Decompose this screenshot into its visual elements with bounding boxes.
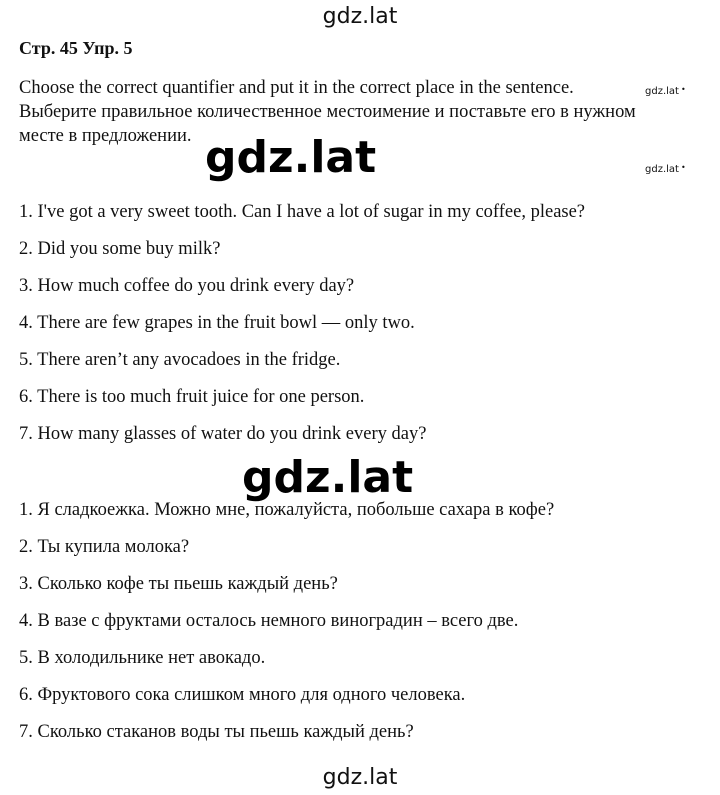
list-item: 3. How much coffee do you drink every day?	[19, 276, 355, 296]
watermark-top: gdz.lat	[322, 4, 398, 29]
instruction-russian-line2: месте в предложении.	[19, 126, 192, 146]
answers-russian-list	[19, 498, 554, 757]
watermark-small-1: gdz.lat •	[645, 85, 686, 97]
list-item: 3. Сколько кофе ты пьешь каждый день?	[19, 574, 338, 594]
list-item: 1. I've got a very sweet tooth. Can I have a lot of sugar in my coffee, please?	[19, 202, 586, 222]
list-item: 6. Фруктового сока слишком много для одного человека.	[19, 685, 466, 705]
answers-english-list	[19, 200, 585, 459]
page-heading: Стр. 45 Упр. 5	[19, 38, 133, 58]
list-item: 1. Я сладкоежка. Можно мне, пожалуйста, побольше сахара в кофе?	[19, 500, 555, 520]
list-item: 7. How many glasses of water do you drink every day?	[19, 424, 427, 444]
watermark-big-2: gdz.lat	[242, 452, 414, 503]
list-item: 5. В холодильнике нет авокадо.	[19, 648, 266, 668]
watermark-small-2: gdz.lat •	[645, 163, 686, 175]
list-item: 4. В вазе с фруктами осталось немного виноградин – всего две.	[19, 611, 519, 631]
list-item: 2. Ты купила молока?	[19, 537, 190, 557]
list-item: 6. There is too much fruit juice for one person.	[19, 387, 365, 407]
watermark-bottom: gdz.lat	[322, 765, 398, 790]
list-item: 5. There aren’t any avocadoes in the fridge.	[19, 350, 341, 370]
list-item: 2. Did you some buy milk?	[19, 239, 221, 259]
instruction-russian-line1: Выберите правильное количественное местоимение и поставьте его в нужном	[19, 102, 636, 122]
instruction-english: Choose the correct quantifier and put it in the correct place in the sentence.	[19, 78, 574, 98]
list-item: 4. There are few grapes in the fruit bowl — only two.	[19, 313, 415, 333]
watermark-big-1: gdz.lat	[205, 132, 377, 183]
list-item: 7. Сколько стаканов воды ты пьешь каждый день?	[19, 722, 414, 742]
